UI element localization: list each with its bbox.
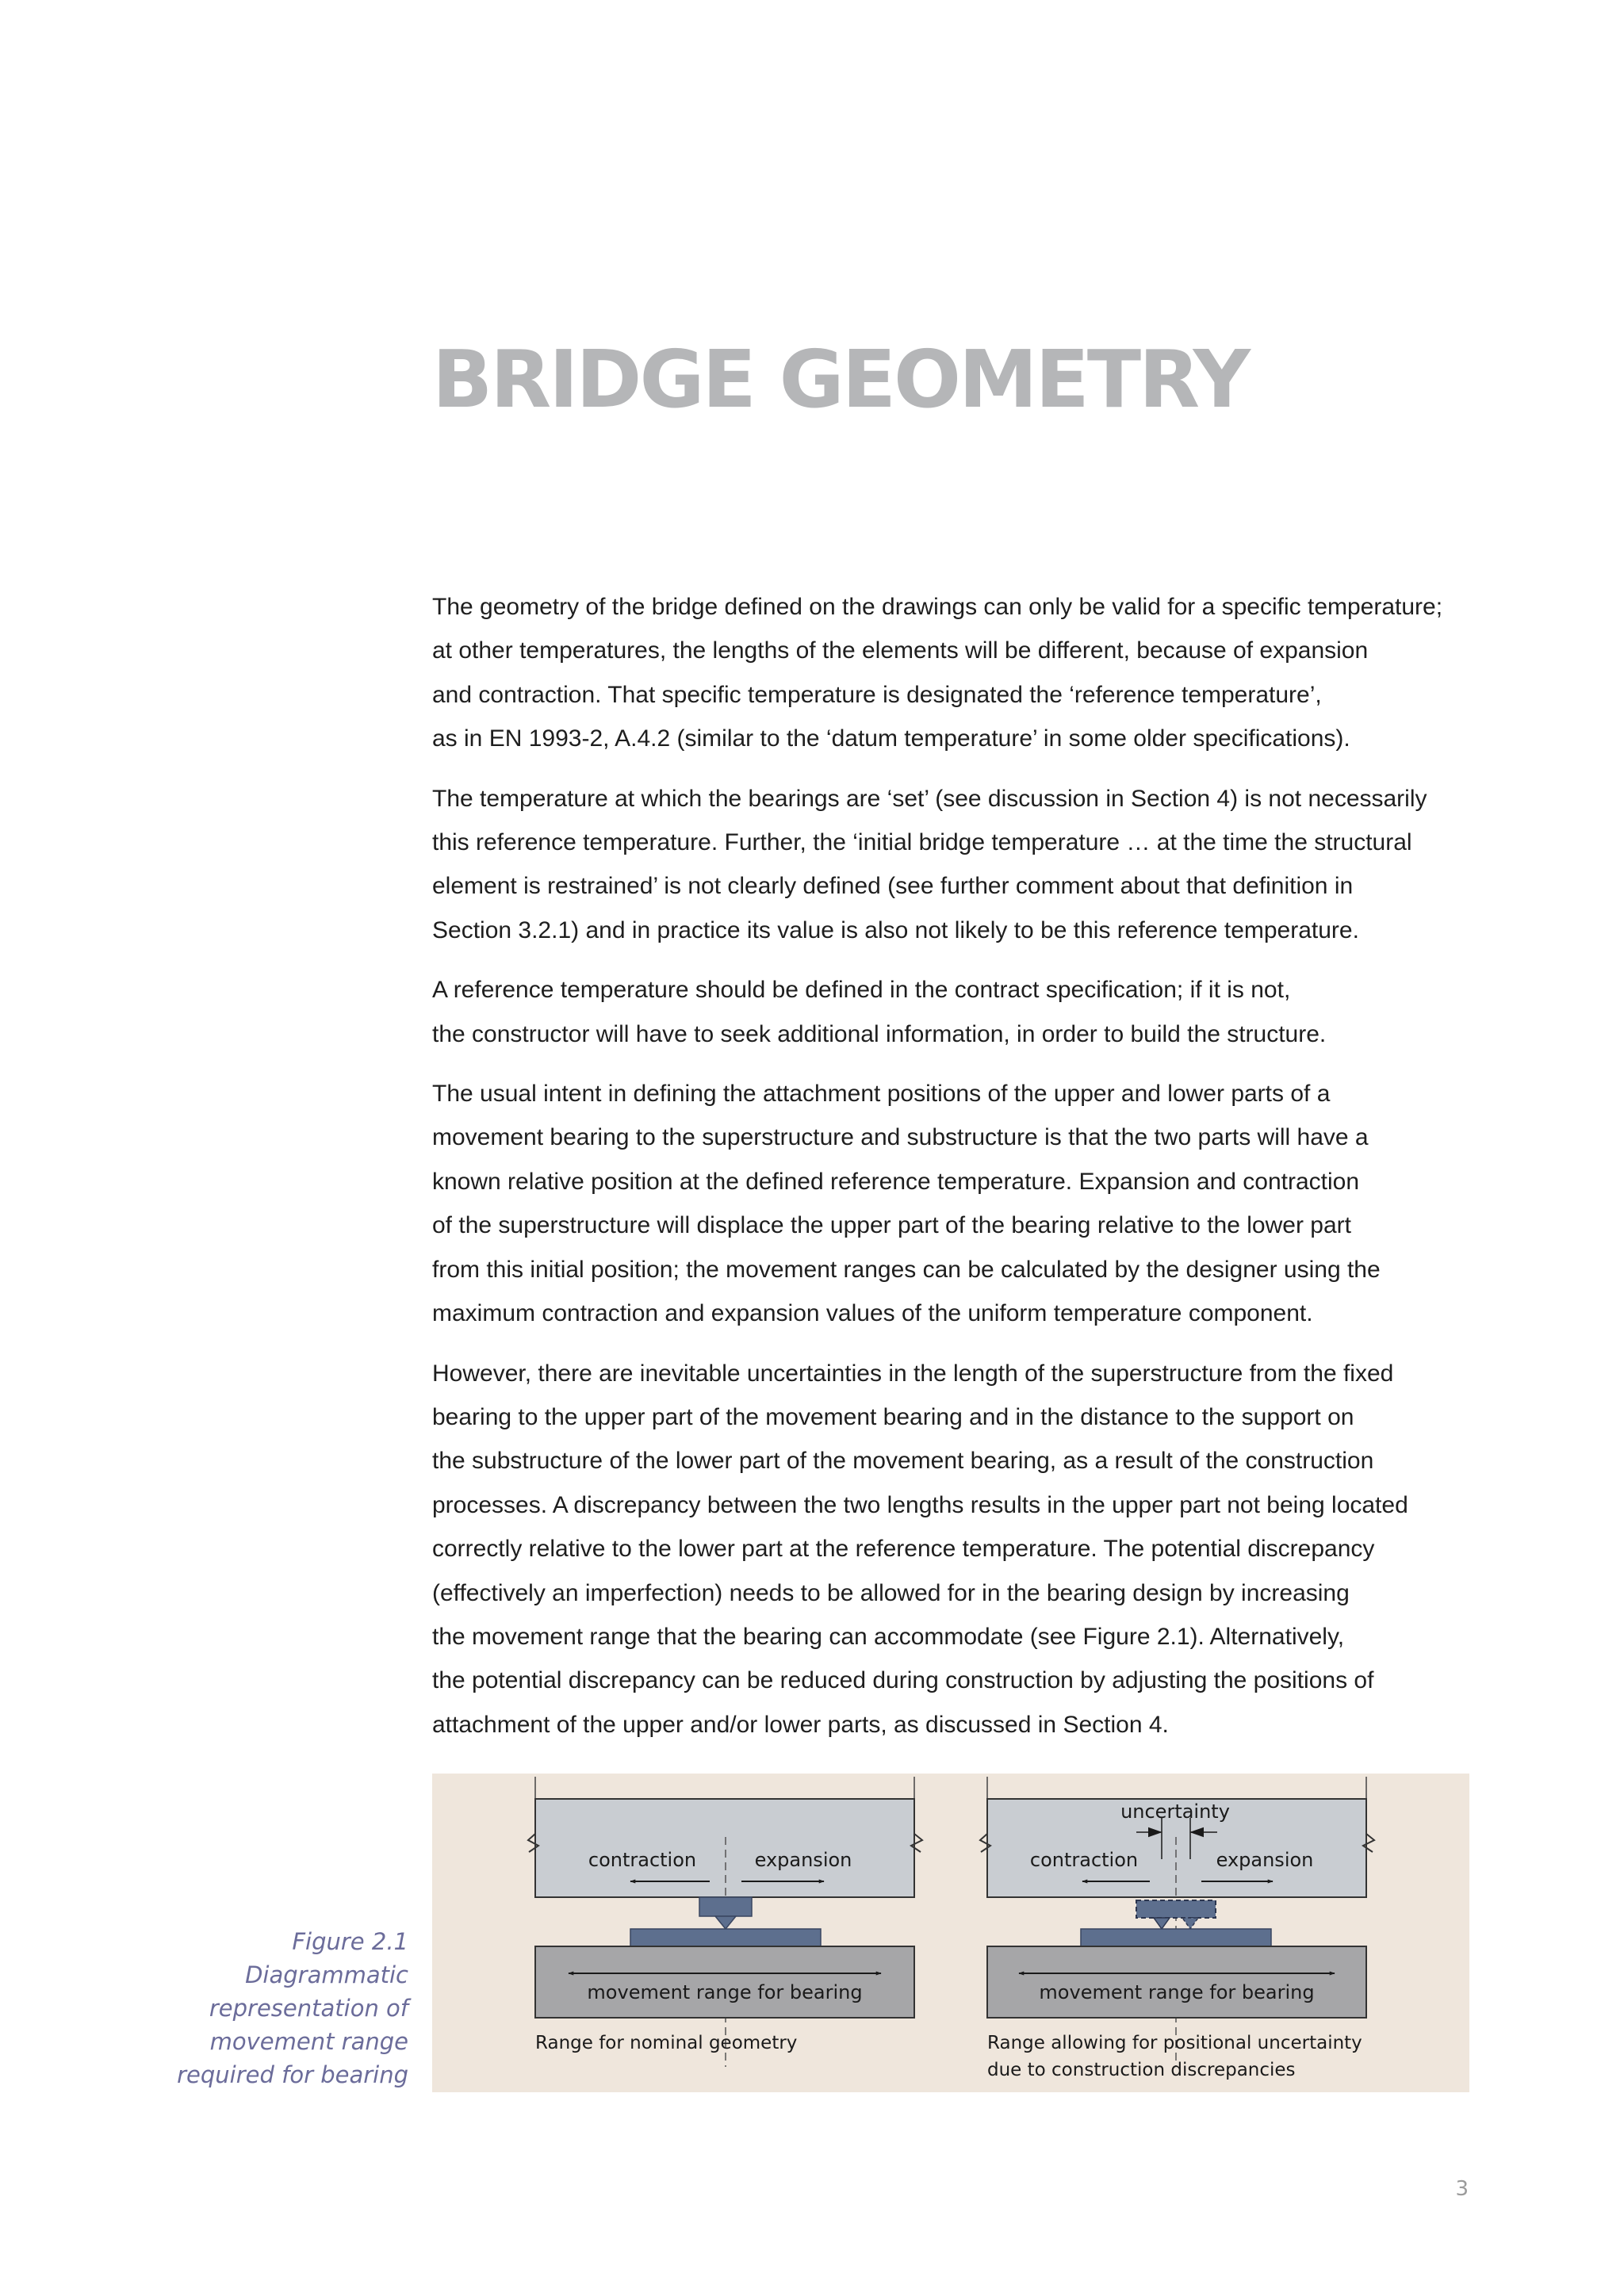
- paragraph-4: [432, 1072, 1477, 1335]
- text-line: from this initial position; the movement ranges can be calculated by the designer using the: [432, 1256, 1381, 1283]
- uncertainty-label: uncertainty: [1120, 1800, 1230, 1823]
- movement-range-label: movement range for bearing: [1039, 1981, 1315, 2003]
- text-line: The temperature at which the bearings are ‘set’ (see discussion in Section 4) is not necessarily: [432, 785, 1427, 812]
- text-line: and contraction. That specific temperature is designated the ‘reference temperature’,: [432, 681, 1322, 708]
- text-line: The geometry of the bridge defined on the drawings can only be valid for a specific temperature;: [432, 594, 1443, 620]
- text-line: Section 3.2.1) and in practice its value is also not likely to be this reference temperature.: [432, 916, 1359, 943]
- paragraph-2: [432, 777, 1477, 953]
- expansion-label: expansion: [754, 1849, 852, 1871]
- movement-range-label: movement range for bearing: [587, 1981, 863, 2003]
- text-line: correctly relative to the lower part at the reference temperature. The potential discrepancy: [432, 1536, 1375, 1563]
- text-line: as in EN 1993-2, A.4.2 (similar to the ‘datum temperature’ in some older specifications).: [432, 725, 1350, 752]
- bearing-diagram: [432, 1774, 1469, 2092]
- caption-line: representation of: [209, 1995, 408, 2022]
- bearing-upper-part-uncertain: [1136, 1900, 1216, 1918]
- bearing-pivot: [715, 1916, 736, 1929]
- text-line: at other temperatures, the lengths of the elements will be different, because of expansion: [432, 637, 1369, 664]
- caption-line: movement range: [209, 2028, 408, 2055]
- text-line: of the superstructure will displace the upper part of the bearing relative to the lower part: [432, 1212, 1351, 1239]
- figure-2-1: [432, 1774, 1469, 2092]
- text-line: element is restrained’ is not clearly defined (see further comment about that definition in: [432, 873, 1354, 900]
- bearing-pivot: [1154, 1918, 1170, 1929]
- expansion-label: expansion: [1216, 1849, 1314, 1871]
- text-line: this reference temperature. Further, the ‘initial bridge temperature … at the time the structural: [432, 829, 1412, 856]
- uncertainty-caption-line: Range allowing for positional uncertainty: [987, 2033, 1362, 2053]
- figure-caption: [170, 1925, 408, 2091]
- paragraph-3: [432, 968, 1477, 1056]
- contraction-label: contraction: [588, 1849, 697, 1871]
- text-line: the substructure of the lower part of the movement bearing, as a result of the construction: [432, 1448, 1374, 1475]
- nominal-geometry-caption: Range for nominal geometry: [535, 2033, 798, 2053]
- text-line: known relative position at the defined reference temperature. Expansion and contraction: [432, 1168, 1360, 1195]
- uncertainty-caption-line: due to construction discrepancies: [987, 2060, 1296, 2080]
- bearing-upper-part: [699, 1897, 752, 1916]
- page-number: 3: [1455, 2177, 1469, 2201]
- body-text: [432, 585, 1477, 1762]
- bearing-lower-part: [1081, 1929, 1271, 1946]
- caption-line: required for bearing: [177, 2061, 408, 2088]
- text-line: the constructor will have to seek additional information, in order to build the structure.: [432, 1020, 1327, 1047]
- figure-number: Figure 2.1: [292, 1928, 408, 1955]
- contraction-label: contraction: [1029, 1849, 1139, 1871]
- uncertainty-diagram: [980, 1777, 1374, 2080]
- text-line: bearing to the upper part of the movement bearing and in the distance to the support on: [432, 1403, 1354, 1430]
- text-line: The usual intent in defining the attachment positions of the upper and lower parts of a: [432, 1081, 1331, 1108]
- text-line: processes. A discrepancy between the two lengths results in the upper part not being located: [432, 1491, 1408, 1518]
- nominal-geometry-diagram: [528, 1777, 922, 2067]
- bearing-lower-part: [630, 1929, 821, 1946]
- superstructure-beam: [535, 1799, 914, 1897]
- text-line: maximum contraction and expansion values of the uniform temperature component.: [432, 1300, 1313, 1327]
- text-line: the potential discrepancy can be reduced during construction by adjusting the positions of: [432, 1667, 1374, 1694]
- text-line: the movement range that the bearing can accommodate (see Figure 2.1). Alternatively,: [432, 1623, 1345, 1650]
- bearing-pivot-displaced: [1182, 1918, 1198, 1929]
- text-line: (effectively an imperfection) needs to be allowed for in the bearing design by increasing: [432, 1579, 1350, 1606]
- paragraph-1: [432, 585, 1477, 761]
- text-line: However, there are inevitable uncertainties in the length of the superstructure from the fixed: [432, 1360, 1394, 1387]
- text-line: movement bearing to the superstructure and substructure is that the two parts will have a: [432, 1124, 1369, 1151]
- text-line: attachment of the upper and/or lower parts, as discussed in Section 4.: [432, 1711, 1169, 1738]
- caption-line: Diagrammatic: [245, 1961, 408, 1988]
- text-line: A reference temperature should be defined in the contract specification; if it is not,: [432, 977, 1291, 1004]
- paragraph-5: [432, 1352, 1477, 1747]
- page-title: BRIDGE GEOMETRY: [432, 333, 1249, 426]
